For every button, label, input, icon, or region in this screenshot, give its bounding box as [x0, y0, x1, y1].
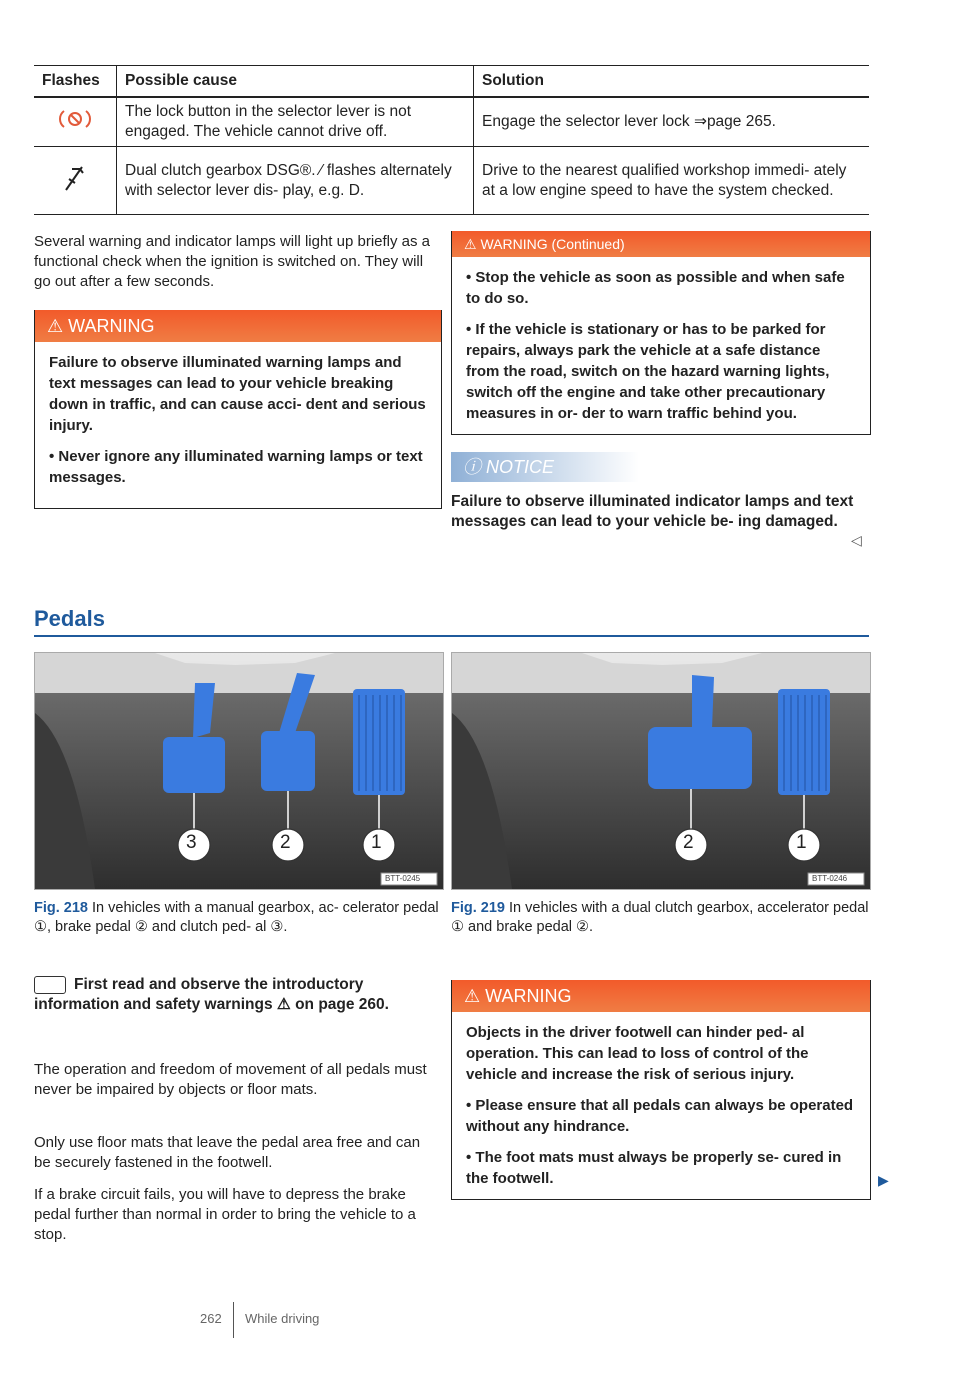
warning-continued-box	[451, 231, 871, 435]
warning-bullet: • Never ignore any illuminated warning lamps or text messages.	[49, 446, 427, 488]
warning-box	[451, 980, 871, 1200]
figure-code: BTT-0245	[385, 874, 421, 883]
section-title: Pedals	[34, 606, 105, 631]
table-row	[34, 97, 869, 147]
figure-number: Fig. 218	[34, 900, 88, 916]
warning-header	[452, 980, 870, 1012]
notice-icon: ⓘ	[463, 457, 487, 477]
paragraph: The operation and freedom of movement of all pedals must never be impaired by objects or floor mats.	[34, 1061, 427, 1098]
warning-icon: ⚠	[47, 316, 69, 336]
table-cell-cause: Dual clutch gearbox DSG®. ⁄ flashes alternately with selector lever dis- play, e.g. D.	[117, 147, 474, 215]
book-icon	[34, 976, 66, 994]
lock-indicator-icon	[34, 97, 117, 147]
figure-218	[34, 652, 444, 890]
pedal-label-2: 2	[280, 832, 291, 853]
gearbox-warning-icon	[34, 147, 117, 215]
table-cell-solution: Engage the selector lever lock ⇒page 265.	[474, 97, 870, 147]
warning-bullet: • If the vehicle is stationary or has to be parked for repairs, always park the vehicle at a safe distance from the road, switch on the hazard warning lights, switch off the engine and take other precautionary measures in or- der to warn traffic behind you.	[466, 319, 856, 424]
figure-code: BTT-0246	[812, 874, 848, 883]
warning-bullet: • Stop the vehicle as soon as possible and when safe to do so.	[466, 267, 856, 309]
footer-divider	[233, 1302, 234, 1338]
paragraph: If a brake circuit fails, you will have to depress the brake pedal further than normal in order to bring the vehicle to a stop.	[34, 1186, 416, 1243]
caption-text: In vehicles with a dual clutch gearbox, accelerator pedal ① and brake pedal ②.	[451, 900, 869, 935]
notice-title: NOTICE	[486, 457, 555, 477]
pedal-label-1: 1	[371, 832, 382, 853]
paragraph: Only use floor mats that leave the pedal area free and can be securely fastened in the footwell.	[34, 1134, 421, 1171]
table-row	[34, 147, 869, 215]
figure-219	[451, 652, 871, 890]
end-marker-icon: ◁	[851, 532, 862, 548]
page-number: 262	[200, 1311, 222, 1326]
figure-218-caption	[34, 899, 442, 937]
warning-box	[34, 310, 442, 509]
warning-continued-title: WARNING (Continued)	[480, 236, 625, 252]
warning-continued-header	[452, 231, 870, 257]
pedal-label-3: 3	[186, 832, 197, 853]
warning-text: Objects in the driver footwell can hinder ped- al operation. This can lead to loss of control of the vehicle and increase the risk of serious injury.	[466, 1024, 809, 1083]
warning-text: Failure to observe illuminated warning lamps and text messages can lead to your vehicle breaking down in traffic, and can cause acci- dent and serious injury.	[49, 354, 426, 434]
intro-paragraph: Several warning and indicator lamps will light up briefly as a functional check when the ignition is switched on. They will go out after a few seconds.	[34, 233, 431, 290]
warning-bullet: • Please ensure that all pedals can always be operated without any hindrance.	[466, 1095, 856, 1137]
footer-section: While driving	[245, 1311, 320, 1326]
figure-number: Fig. 219	[451, 900, 505, 916]
warning-title: WARNING	[485, 986, 572, 1006]
warning-bullet: • The foot mats must always be properly se- cured in the footwell.	[466, 1147, 856, 1189]
intro-note-text: First read and observe the introductory information and safety warnings ⚠ on page 260.	[34, 976, 389, 1013]
caption-text: In vehicles with a manual gearbox, ac- celerator pedal ①, brake pedal ② and clutch ped- al ③.	[34, 900, 439, 935]
header-flashes: Flashes	[34, 66, 117, 98]
intro-note	[34, 975, 442, 1015]
table-header-row	[34, 66, 869, 98]
continue-arrow-icon: ▶	[878, 1172, 889, 1188]
warning-icon: ⚠	[464, 236, 481, 252]
header-solution: Solution	[474, 66, 870, 98]
warning-header	[35, 310, 441, 342]
indicator-table	[34, 65, 869, 215]
table-cell-cause: The lock button in the selector lever is not engaged. The vehicle cannot drive off.	[117, 97, 474, 147]
figure-219-caption	[451, 899, 869, 937]
warning-title: WARNING	[68, 316, 155, 336]
notice-text: Failure to observe illuminated indicator lamps and text messages can lead to your vehicle be- ing damaged.	[451, 493, 854, 530]
pedal-label-2: 2	[683, 832, 694, 853]
notice-header	[451, 452, 639, 482]
header-possible-cause: Possible cause	[117, 66, 474, 98]
warning-icon: ⚠	[464, 986, 486, 1006]
section-divider	[34, 635, 869, 637]
table-cell-solution: Drive to the nearest qualified workshop immedi- ately at a low engine speed to have the system checked.	[474, 147, 870, 215]
pedal-label-1: 1	[796, 832, 807, 853]
